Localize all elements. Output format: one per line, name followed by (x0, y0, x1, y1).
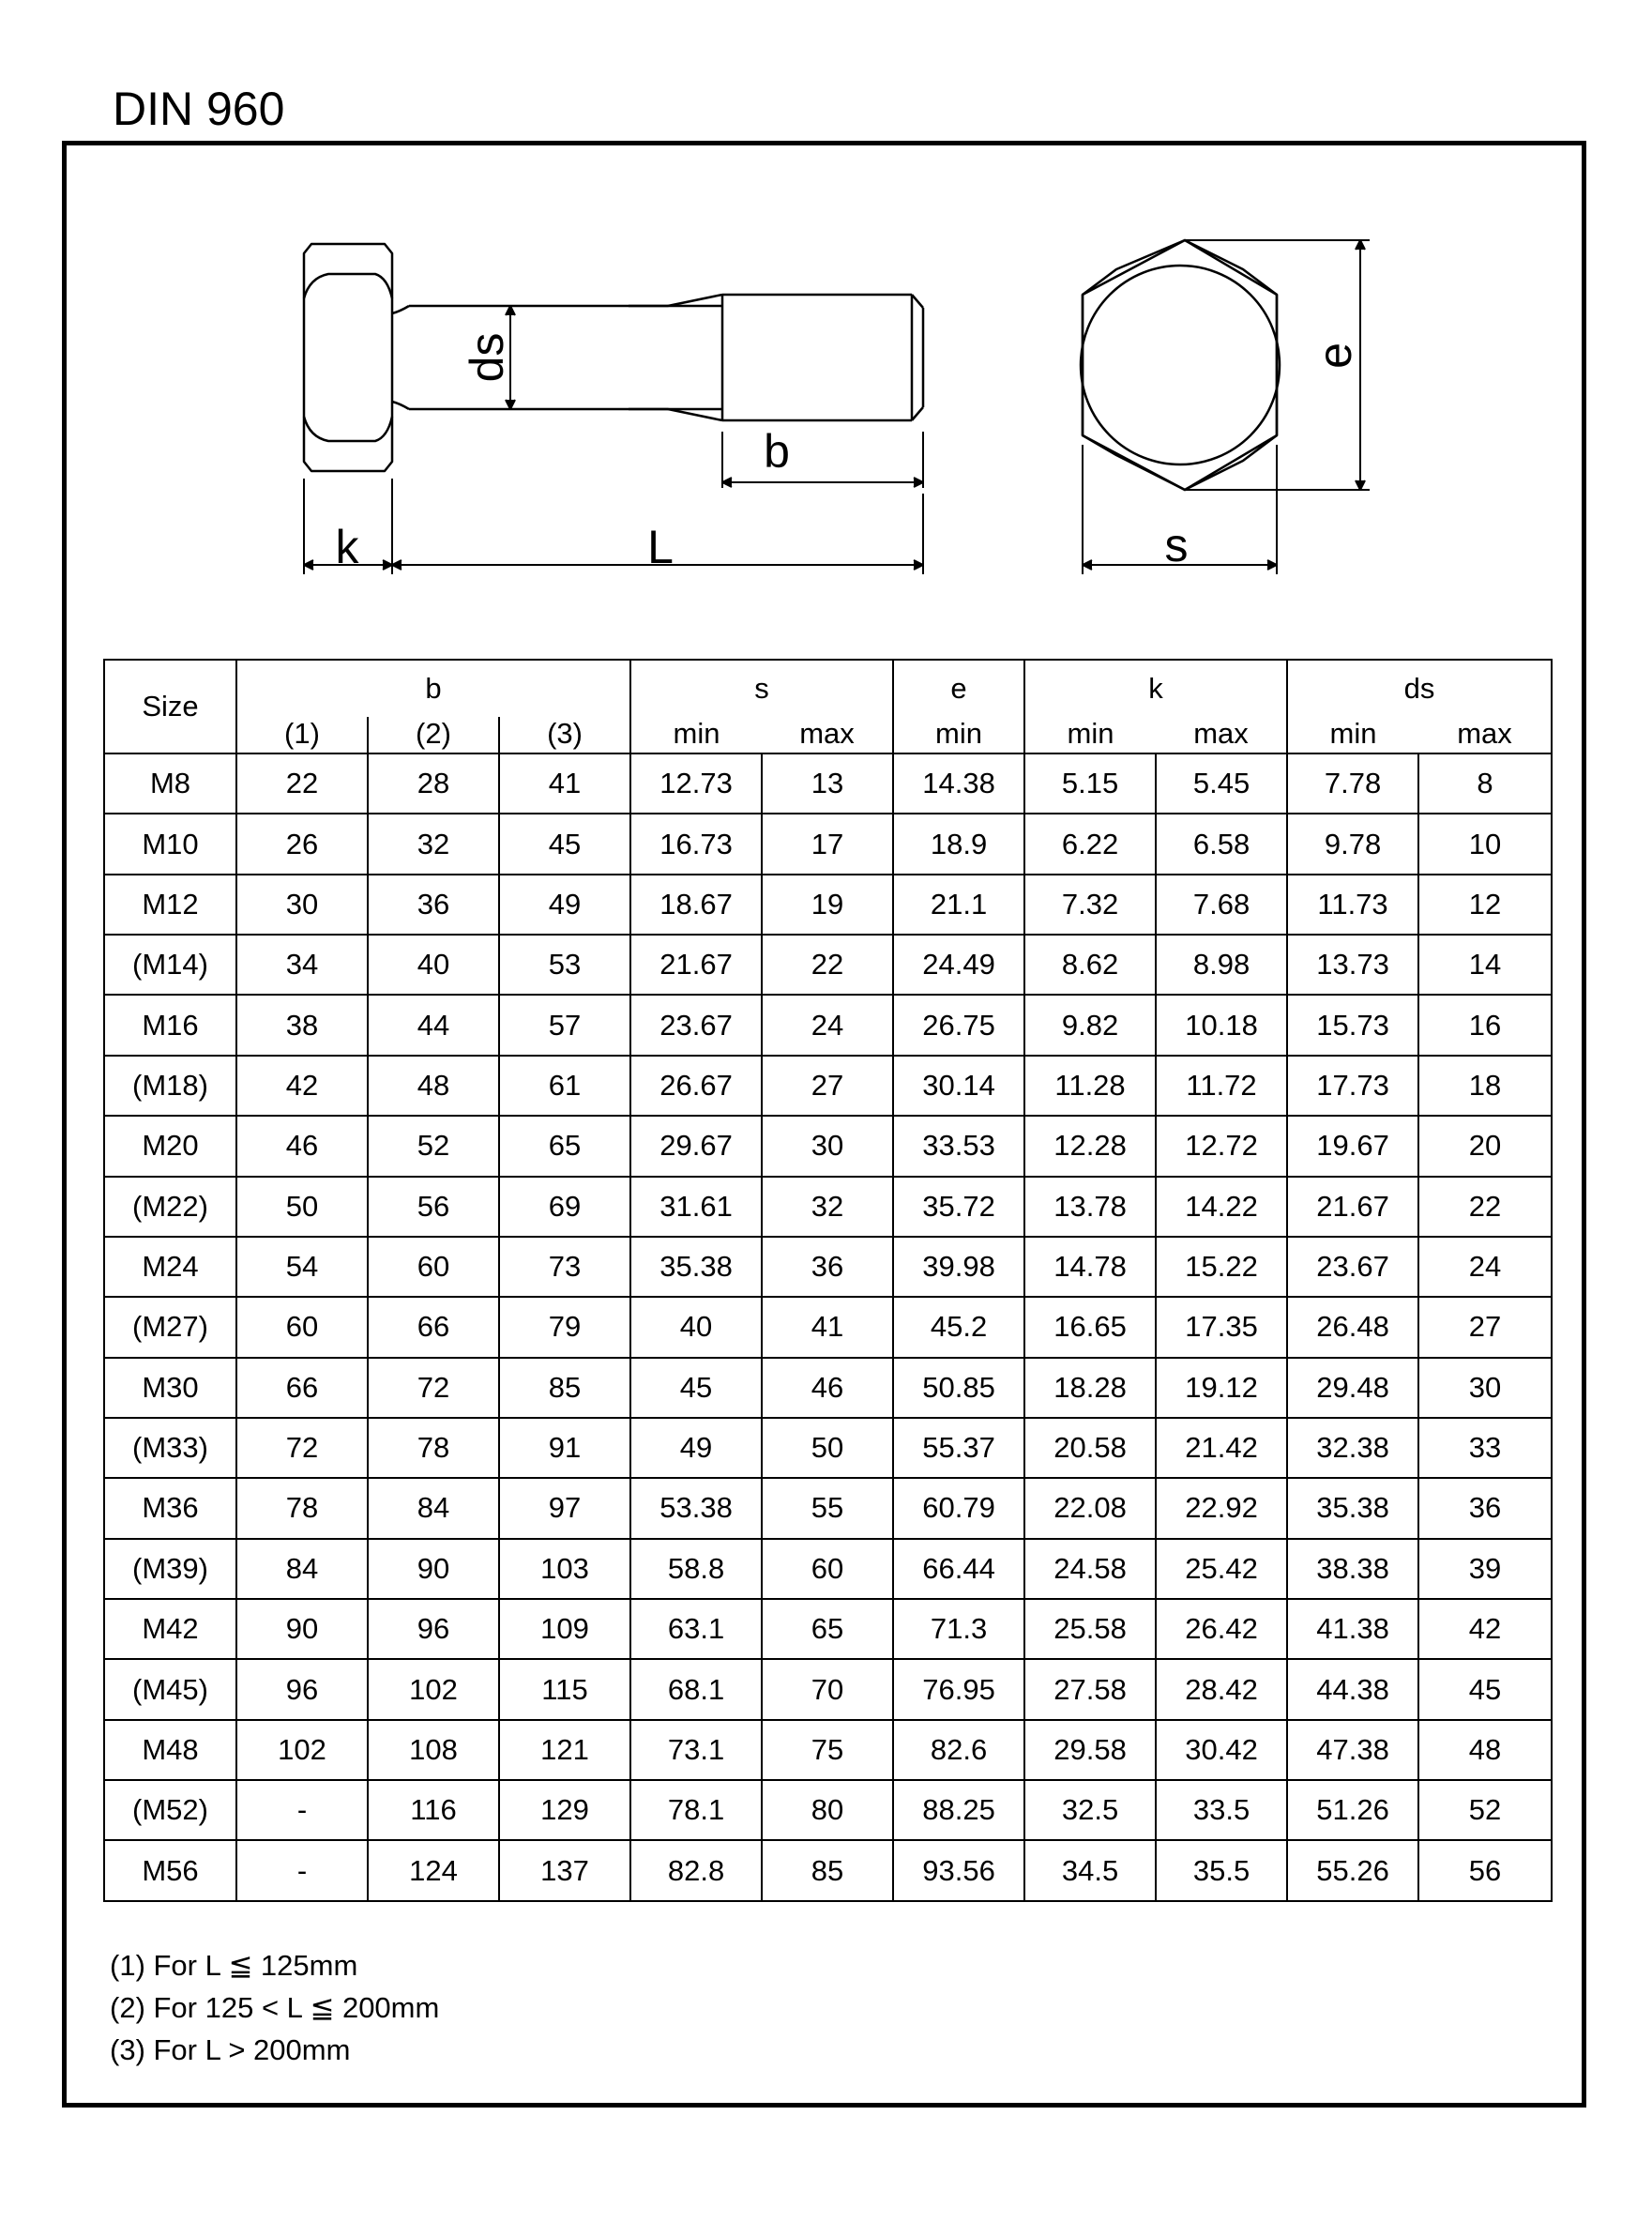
value-cell: 16 (1418, 995, 1552, 1055)
value-cell: 80 (762, 1780, 893, 1840)
label-L: L (647, 521, 674, 573)
table-row (104, 1780, 1552, 1840)
value-cell: 55.26 (1287, 1840, 1418, 1901)
table-row (104, 1116, 1552, 1176)
value-cell: 8.62 (1024, 935, 1156, 995)
value-cell: 121 (499, 1720, 630, 1780)
value-cell: 6.58 (1156, 814, 1287, 874)
size-cell: (M27) (104, 1297, 236, 1357)
value-cell: 18.67 (630, 875, 762, 935)
value-cell: 88.25 (893, 1780, 1024, 1840)
value-cell: 79 (499, 1297, 630, 1357)
value-cell: 54 (236, 1237, 368, 1297)
header-ds-min: min (1287, 717, 1418, 753)
value-cell: 18.9 (893, 814, 1024, 874)
value-cell: 103 (499, 1539, 630, 1599)
value-cell: 17.73 (1287, 1056, 1418, 1116)
value-cell: 11.28 (1024, 1056, 1156, 1116)
bolt-diagram (281, 216, 1407, 596)
value-cell: 49 (499, 875, 630, 935)
value-cell: 38.38 (1287, 1539, 1418, 1599)
label-b: b (764, 425, 790, 478)
size-cell: M16 (104, 995, 236, 1055)
value-cell: 30 (236, 875, 368, 935)
value-cell: 49 (630, 1418, 762, 1478)
value-cell: 96 (368, 1599, 499, 1659)
value-cell: 18.28 (1024, 1358, 1156, 1418)
value-cell: 10.18 (1156, 995, 1287, 1055)
value-cell: 102 (236, 1720, 368, 1780)
value-cell: 8.98 (1156, 935, 1287, 995)
header-s: s (630, 660, 893, 717)
value-cell: 7.78 (1287, 753, 1418, 814)
value-cell: 45.2 (893, 1297, 1024, 1357)
value-cell: 55.37 (893, 1418, 1024, 1478)
table-row (104, 1297, 1552, 1357)
size-cell: (M39) (104, 1539, 236, 1599)
value-cell: 14 (1418, 935, 1552, 995)
value-cell: 9.82 (1024, 995, 1156, 1055)
value-cell: 20 (1418, 1116, 1552, 1176)
value-cell: 22.92 (1156, 1478, 1287, 1538)
value-cell: 6.22 (1024, 814, 1156, 874)
value-cell: 31.61 (630, 1177, 762, 1237)
size-cell: M12 (104, 875, 236, 935)
value-cell: 10 (1418, 814, 1552, 874)
value-cell: 65 (762, 1599, 893, 1659)
value-cell: 48 (368, 1056, 499, 1116)
value-cell: 45 (499, 814, 630, 874)
dimension-table (103, 659, 1553, 1902)
value-cell: 50 (236, 1177, 368, 1237)
page-title: DIN 960 (113, 83, 285, 135)
value-cell: 16.65 (1024, 1297, 1156, 1357)
value-cell: 39.98 (893, 1237, 1024, 1297)
value-cell: 65 (499, 1116, 630, 1176)
value-cell: 41 (499, 753, 630, 814)
value-cell: 23.67 (630, 995, 762, 1055)
value-cell: 91 (499, 1418, 630, 1478)
value-cell: 48 (1418, 1720, 1552, 1780)
size-cell: (M18) (104, 1056, 236, 1116)
value-cell: 60 (236, 1297, 368, 1357)
value-cell: 33.5 (1156, 1780, 1287, 1840)
value-cell: 35.38 (630, 1237, 762, 1297)
value-cell: 13 (762, 753, 893, 814)
value-cell: 24 (1418, 1237, 1552, 1297)
value-cell: 71.3 (893, 1599, 1024, 1659)
value-cell: 72 (236, 1418, 368, 1478)
value-cell: 33 (1418, 1418, 1552, 1478)
value-cell: 66 (236, 1358, 368, 1418)
dimension-lines-top (1083, 240, 1370, 574)
value-cell: 60.79 (893, 1478, 1024, 1538)
value-cell: 32.38 (1287, 1418, 1418, 1478)
value-cell: 15.22 (1156, 1237, 1287, 1297)
value-cell: 19.67 (1287, 1116, 1418, 1176)
value-cell: - (236, 1840, 368, 1901)
value-cell: 46 (236, 1116, 368, 1176)
size-cell: (M33) (104, 1418, 236, 1478)
table-row (104, 753, 1552, 814)
value-cell: 82.6 (893, 1720, 1024, 1780)
value-cell: 27.58 (1024, 1659, 1156, 1719)
value-cell: 52 (1418, 1780, 1552, 1840)
bolt-head-side (304, 244, 392, 471)
table-row (104, 935, 1552, 995)
value-cell: 76.95 (893, 1659, 1024, 1719)
value-cell: 30.14 (893, 1056, 1024, 1116)
value-cell: 55 (762, 1478, 893, 1538)
value-cell: 116 (368, 1780, 499, 1840)
header-s-min: min (630, 717, 762, 753)
value-cell: 44 (368, 995, 499, 1055)
value-cell: 24.49 (893, 935, 1024, 995)
value-cell: 68.1 (630, 1659, 762, 1719)
value-cell: - (236, 1780, 368, 1840)
table-row (104, 1720, 1552, 1780)
value-cell: 26.75 (893, 995, 1024, 1055)
value-cell: 97 (499, 1478, 630, 1538)
table-row (104, 1056, 1552, 1116)
value-cell: 13.73 (1287, 935, 1418, 995)
value-cell: 85 (762, 1840, 893, 1901)
table-row (104, 1539, 1552, 1599)
value-cell: 90 (236, 1599, 368, 1659)
value-cell: 27 (762, 1056, 893, 1116)
value-cell: 32 (762, 1177, 893, 1237)
value-cell: 39 (1418, 1539, 1552, 1599)
value-cell: 69 (499, 1177, 630, 1237)
value-cell: 16.73 (630, 814, 762, 874)
value-cell: 21.67 (630, 935, 762, 995)
value-cell: 36 (762, 1237, 893, 1297)
value-cell: 14.78 (1024, 1237, 1156, 1297)
value-cell: 28.42 (1156, 1659, 1287, 1719)
value-cell: 22.08 (1024, 1478, 1156, 1538)
header-k-max: max (1156, 717, 1287, 753)
value-cell: 78.1 (630, 1780, 762, 1840)
value-cell: 56 (368, 1177, 499, 1237)
size-cell: M48 (104, 1720, 236, 1780)
value-cell: 8 (1418, 753, 1552, 814)
value-cell: 22 (1418, 1177, 1552, 1237)
footnote-1: (1) For L ≦ 125mm (110, 1949, 358, 1982)
value-cell: 5.45 (1156, 753, 1287, 814)
value-cell: 17.35 (1156, 1297, 1287, 1357)
value-cell: 60 (368, 1237, 499, 1297)
value-cell: 45 (1418, 1659, 1552, 1719)
table-row (104, 1177, 1552, 1237)
value-cell: 35.5 (1156, 1840, 1287, 1901)
value-cell: 5.15 (1024, 753, 1156, 814)
value-cell: 18 (1418, 1056, 1552, 1116)
value-cell: 11.72 (1156, 1056, 1287, 1116)
footnote-3: (3) For L > 200mm (110, 2033, 351, 2066)
value-cell: 19.12 (1156, 1358, 1287, 1418)
value-cell: 108 (368, 1720, 499, 1780)
value-cell: 70 (762, 1659, 893, 1719)
value-cell: 29.58 (1024, 1720, 1156, 1780)
table-header-groups (104, 660, 1552, 717)
value-cell: 44.38 (1287, 1659, 1418, 1719)
value-cell: 26.67 (630, 1056, 762, 1116)
value-cell: 73 (499, 1237, 630, 1297)
value-cell: 21.67 (1287, 1177, 1418, 1237)
value-cell: 38 (236, 995, 368, 1055)
value-cell: 50.85 (893, 1358, 1024, 1418)
table-row (104, 1478, 1552, 1538)
value-cell: 30 (1418, 1358, 1552, 1418)
value-cell: 12.73 (630, 753, 762, 814)
table-row (104, 1840, 1552, 1901)
size-cell: M24 (104, 1237, 236, 1297)
value-cell: 26 (236, 814, 368, 874)
value-cell: 42 (1418, 1599, 1552, 1659)
header-ds-max: max (1418, 717, 1552, 753)
header-ds: ds (1287, 660, 1552, 717)
size-cell: (M45) (104, 1659, 236, 1719)
value-cell: 41.38 (1287, 1599, 1418, 1659)
value-cell: 36 (368, 875, 499, 935)
value-cell: 15.73 (1287, 995, 1418, 1055)
value-cell: 58.8 (630, 1539, 762, 1599)
header-b: b (236, 660, 630, 717)
label-ds: ds (461, 332, 513, 383)
value-cell: 129 (499, 1780, 630, 1840)
value-cell: 73.1 (630, 1720, 762, 1780)
value-cell: 60 (762, 1539, 893, 1599)
value-cell: 17 (762, 814, 893, 874)
table-header-subs (104, 717, 1552, 753)
value-cell: 25.58 (1024, 1599, 1156, 1659)
value-cell: 66.44 (893, 1539, 1024, 1599)
value-cell: 22 (236, 753, 368, 814)
value-cell: 47.38 (1287, 1720, 1418, 1780)
value-cell: 19 (762, 875, 893, 935)
label-e: e (1309, 342, 1361, 369)
value-cell: 46 (762, 1358, 893, 1418)
value-cell: 115 (499, 1659, 630, 1719)
value-cell: 9.78 (1287, 814, 1418, 874)
value-cell: 102 (368, 1659, 499, 1719)
value-cell: 13.78 (1024, 1177, 1156, 1237)
value-cell: 27 (1418, 1297, 1552, 1357)
size-cell: (M14) (104, 935, 236, 995)
table-row (104, 1418, 1552, 1478)
table-row (104, 814, 1552, 874)
value-cell: 11.73 (1287, 875, 1418, 935)
value-cell: 23.67 (1287, 1237, 1418, 1297)
value-cell: 25.42 (1156, 1539, 1287, 1599)
size-cell: M10 (104, 814, 236, 874)
value-cell: 28 (368, 753, 499, 814)
size-cell: (M22) (104, 1177, 236, 1237)
bolt-head-top (1081, 240, 1280, 490)
value-cell: 40 (630, 1297, 762, 1357)
value-cell: 78 (368, 1418, 499, 1478)
header-k: k (1024, 660, 1287, 717)
size-cell: M56 (104, 1840, 236, 1901)
value-cell: 124 (368, 1840, 499, 1901)
footnotes (110, 1944, 439, 2071)
value-cell: 61 (499, 1056, 630, 1116)
value-cell: 36 (1418, 1478, 1552, 1538)
value-cell: 30.42 (1156, 1720, 1287, 1780)
value-cell: 21.1 (893, 875, 1024, 935)
table-row (104, 1659, 1552, 1719)
value-cell: 51.26 (1287, 1780, 1418, 1840)
label-k: k (335, 521, 359, 573)
value-cell: 42 (236, 1056, 368, 1116)
value-cell: 26.48 (1287, 1297, 1418, 1357)
value-cell: 84 (236, 1539, 368, 1599)
value-cell: 96 (236, 1659, 368, 1719)
value-cell: 12.28 (1024, 1116, 1156, 1176)
value-cell: 35.38 (1287, 1478, 1418, 1538)
value-cell: 52 (368, 1116, 499, 1176)
value-cell: 72 (368, 1358, 499, 1418)
value-cell: 14.38 (893, 753, 1024, 814)
value-cell: 78 (236, 1478, 368, 1538)
value-cell: 34 (236, 935, 368, 995)
value-cell: 26.42 (1156, 1599, 1287, 1659)
value-cell: 22 (762, 935, 893, 995)
value-cell: 82.8 (630, 1840, 762, 1901)
value-cell: 35.72 (893, 1177, 1024, 1237)
table-row (104, 1358, 1552, 1418)
table-row (104, 875, 1552, 935)
value-cell: 29.67 (630, 1116, 762, 1176)
value-cell: 75 (762, 1720, 893, 1780)
value-cell: 21.42 (1156, 1418, 1287, 1478)
value-cell: 20.58 (1024, 1418, 1156, 1478)
footnote-2: (2) For 125 < L ≦ 200mm (110, 1991, 440, 2024)
value-cell: 66 (368, 1297, 499, 1357)
header-k-min: min (1024, 717, 1156, 753)
value-cell: 57 (499, 995, 630, 1055)
value-cell: 53.38 (630, 1478, 762, 1538)
value-cell: 24.58 (1024, 1539, 1156, 1599)
value-cell: 63.1 (630, 1599, 762, 1659)
value-cell: 84 (368, 1478, 499, 1538)
size-cell: (M52) (104, 1780, 236, 1840)
table-row (104, 995, 1552, 1055)
size-cell: M8 (104, 753, 236, 814)
value-cell: 93.56 (893, 1840, 1024, 1901)
header-e: e (893, 660, 1024, 717)
value-cell: 41 (762, 1297, 893, 1357)
header-b-2: (2) (368, 717, 499, 753)
header-s-max: max (762, 717, 893, 753)
header-b-3: (3) (499, 717, 630, 753)
value-cell: 12.72 (1156, 1116, 1287, 1176)
label-s: s (1164, 519, 1189, 571)
value-cell: 24 (762, 995, 893, 1055)
size-cell: M36 (104, 1478, 236, 1538)
value-cell: 7.32 (1024, 875, 1156, 935)
value-cell: 33.53 (893, 1116, 1024, 1176)
value-cell: 85 (499, 1358, 630, 1418)
dimension-lines-side (304, 306, 923, 574)
value-cell: 12 (1418, 875, 1552, 935)
value-cell: 14.22 (1156, 1177, 1287, 1237)
table-row (104, 1237, 1552, 1297)
value-cell: 7.68 (1156, 875, 1287, 935)
value-cell: 32 (368, 814, 499, 874)
value-cell: 56 (1418, 1840, 1552, 1901)
value-cell: 30 (762, 1116, 893, 1176)
value-cell: 32.5 (1024, 1780, 1156, 1840)
value-cell: 50 (762, 1418, 893, 1478)
value-cell: 53 (499, 935, 630, 995)
header-e-min: min (893, 717, 1024, 753)
value-cell: 29.48 (1287, 1358, 1418, 1418)
value-cell: 137 (499, 1840, 630, 1901)
value-cell: 45 (630, 1358, 762, 1418)
value-cell: 40 (368, 935, 499, 995)
value-cell: 34.5 (1024, 1840, 1156, 1901)
size-cell: M30 (104, 1358, 236, 1418)
size-cell: M20 (104, 1116, 236, 1176)
table-row (104, 1599, 1552, 1659)
table-body (104, 753, 1552, 1901)
header-b-1: (1) (236, 717, 368, 753)
header-size: Size (104, 660, 236, 753)
size-cell: M42 (104, 1599, 236, 1659)
value-cell: 109 (499, 1599, 630, 1659)
value-cell: 90 (368, 1539, 499, 1599)
